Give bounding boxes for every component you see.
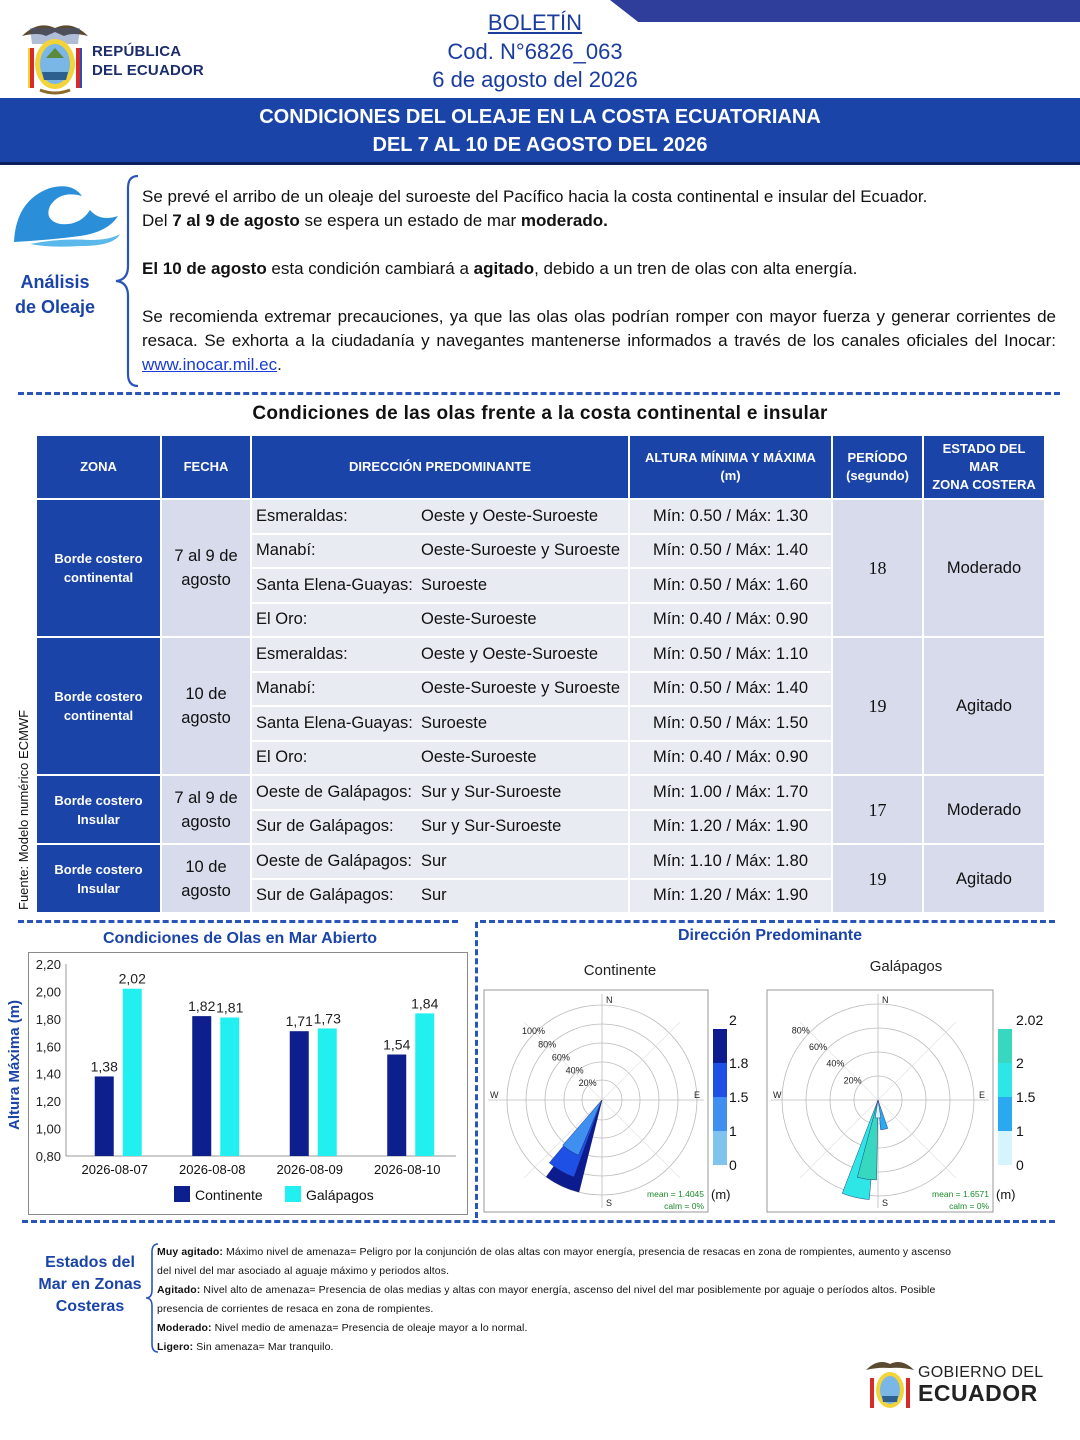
analysis-p1: Se prevé el arribo de un oleaje del suroeste del Pacífico hacia la costa continental e insular del Ecuador. xyxy=(142,187,928,206)
colorbar-unit: (m) xyxy=(711,1187,731,1202)
y-tick-label: 1,80 xyxy=(35,1011,61,1027)
rose-ring-label: 80% xyxy=(538,1039,557,1050)
rose-ring-label: 60% xyxy=(809,1042,828,1053)
banner-shadow xyxy=(0,162,1080,165)
bar-chart xyxy=(28,952,466,1213)
direction-value: Oeste-Suroeste y Suroeste xyxy=(421,679,621,698)
rose-colorbar xyxy=(711,1012,749,1202)
date-line-2: agosto xyxy=(181,571,231,589)
analysis-brace xyxy=(112,174,142,388)
banner-line-2: DEL 7 AL 10 DE AGOSTO DEL 2026 xyxy=(372,134,708,156)
direction-cell xyxy=(252,742,628,777)
height-cell: Mín: 0.50 / Máx: 1.30 xyxy=(630,500,831,535)
header-decoration xyxy=(610,0,1080,22)
bar-value-label: 1,81 xyxy=(216,999,244,1016)
rose-calm: calm = 0% xyxy=(664,1201,704,1211)
zone-line-2: continental xyxy=(63,570,134,585)
height-cell: Mín: 1.10 / Máx: 1.80 xyxy=(630,845,831,880)
direction-value: Oeste y Oeste-Suroeste xyxy=(421,644,598,663)
place-name: Esmeraldas: xyxy=(256,644,348,663)
place-name: Manabí: xyxy=(256,541,316,560)
col-periodo: PERÍODO (segundo) xyxy=(833,436,922,500)
country-line-1: REPÚBLICA xyxy=(92,43,182,60)
direction-value: Oeste-Suroeste y Suroeste xyxy=(421,541,621,560)
sea-state-legend xyxy=(157,1243,1053,1357)
rose-ring-label: 20% xyxy=(843,1075,862,1086)
direction-value: Oeste-Suroeste xyxy=(421,748,537,767)
wave-table xyxy=(35,436,1046,914)
colorbar-tick: 1.5 xyxy=(1016,1089,1036,1105)
period-cell: 19 xyxy=(833,638,922,776)
legend-agitado: Agitado: Nivel alto de amenaza= Presencia de olas medias y altas con mayor energía, ascenso del nivel del mar posiblemente por aguaje o períodos altos. Posible xyxy=(157,1284,936,1296)
direction-cell xyxy=(252,535,628,570)
legend-ligero: Ligero: Sin amenaza= Mar tranquilo. xyxy=(157,1341,334,1353)
rose-colorbar xyxy=(996,1012,1043,1202)
colorbar-segment xyxy=(713,1131,727,1165)
direction-cell xyxy=(252,880,628,915)
colorbar-tick: 2 xyxy=(729,1012,737,1028)
zone-line-2: Insular xyxy=(77,880,120,896)
x-tick-label: 2026-08-08 xyxy=(179,1162,246,1177)
legend-swatch xyxy=(285,1186,301,1202)
direction-cell xyxy=(252,776,628,811)
compass-e: E xyxy=(694,1090,701,1100)
table-body xyxy=(37,500,1044,914)
period-cell: 17 xyxy=(833,776,922,845)
rose-mean: mean = 1.6571 xyxy=(932,1189,989,1199)
table-row xyxy=(37,500,1044,535)
height-cell: Mín: 1.20 / Máx: 1.90 xyxy=(630,880,831,915)
divider-2a xyxy=(18,920,458,923)
bar-value-label: 1,84 xyxy=(411,995,439,1012)
bar xyxy=(220,1017,239,1156)
legend-label-line-3: Costeras xyxy=(55,1298,125,1315)
source-label: Fuente: Modelo numérico ECMWF xyxy=(16,709,31,910)
y-tick-label: 2,20 xyxy=(35,957,61,972)
rose-ring-label: 80% xyxy=(791,1025,810,1036)
direction-value: Sur y Sur-Suroeste xyxy=(421,782,562,801)
compass-e: E xyxy=(979,1090,986,1100)
col-direccion: DIRECCIÓN PREDOMINANTE xyxy=(252,436,628,500)
compass-s: S xyxy=(606,1198,613,1208)
x-tick-label: 2026-08-10 xyxy=(374,1162,441,1177)
legend-swatch xyxy=(174,1186,190,1202)
direction-value: Sur xyxy=(421,886,447,905)
col-fecha: FECHA xyxy=(162,436,250,500)
analysis-p4: Se recomienda extremar precauciones, ya que las olas olas podrían romper con mayor fuerza y generar corrientes de resaca. Se exhorta a la ciudadanía y navegantes mantenerse informados a través de los canales oficiales del Inocar: www.inocar.mil.ec. xyxy=(142,307,1056,374)
table-title: Condiciones de las olas frente a la costa continental e insular xyxy=(252,403,828,424)
bar xyxy=(123,989,142,1156)
date-line-1: 7 al 9 de xyxy=(174,788,238,807)
rose-chart-title: Dirección Predominante xyxy=(677,927,863,944)
col-estado: ESTADO DEL MAR ZONA COSTERA xyxy=(924,436,1044,500)
date-cell xyxy=(162,638,250,776)
legend-label-line-2: Mar en Zonas xyxy=(38,1276,142,1293)
rose-panel xyxy=(484,990,708,1212)
bulletin-date: 6 de agosto del 2026 xyxy=(432,67,638,92)
rose-ring-label: 40% xyxy=(565,1065,584,1076)
compass-w: W xyxy=(773,1090,782,1100)
analysis-label-line-1: Análisis xyxy=(20,272,90,292)
rose-ring-label: 100% xyxy=(521,1026,545,1037)
date-cell xyxy=(162,776,250,845)
colorbar-tick: 2.02 xyxy=(1016,1012,1044,1028)
banner-line-1: CONDICIONES DEL OLEAJE EN LA COSTA ECUATORIANA xyxy=(259,106,821,128)
colorbar-segment xyxy=(998,1029,1012,1063)
legend-label-line-1: Estados del xyxy=(45,1254,135,1271)
bar xyxy=(415,1013,434,1156)
place-name: Santa Elena-Guayas: xyxy=(256,575,413,594)
analysis-label-line-2: de Oleaje xyxy=(14,297,96,317)
place-name: Santa Elena-Guayas: xyxy=(256,713,413,732)
date-line-1: 10 de xyxy=(185,857,227,876)
colorbar-segment xyxy=(998,1131,1012,1165)
wave-icon xyxy=(10,180,122,248)
bar-value-label: 2,02 xyxy=(118,970,146,987)
y-tick-label: 1,40 xyxy=(35,1066,61,1082)
zone-cell xyxy=(37,638,160,776)
table-row xyxy=(37,638,1044,673)
gov-coat-of-arms-icon xyxy=(864,1354,916,1414)
rose-calm: calm = 0% xyxy=(949,1201,989,1211)
country-name xyxy=(92,42,204,80)
bar-value-label: 1,73 xyxy=(313,1010,341,1027)
table-row xyxy=(37,776,1044,811)
state-cell: Agitado xyxy=(924,638,1044,776)
zone-cell xyxy=(37,845,160,914)
country-line-2: DEL ECUADOR xyxy=(92,62,204,79)
direction-cell xyxy=(252,811,628,846)
bar xyxy=(192,1016,211,1156)
bar-value-label: 1,82 xyxy=(188,998,216,1015)
direction-cell xyxy=(252,569,628,604)
date-line-1: 7 al 9 de xyxy=(174,547,238,565)
table-header-row xyxy=(37,436,1044,500)
period-cell: 18 xyxy=(833,500,922,638)
colorbar-tick: 1.5 xyxy=(729,1089,749,1105)
bar-value-label: 1,71 xyxy=(285,1013,313,1030)
date-line-2: agosto xyxy=(181,709,231,727)
zone-line-1: Borde costero xyxy=(54,551,143,566)
table-row xyxy=(37,845,1044,880)
rose-panel xyxy=(767,990,993,1212)
height-cell: Mín: 0.40 / Máx: 0.90 xyxy=(630,742,831,777)
legend-muy-agitado-2: del nivel del mar asociado al aguaje máximo y periodos altos. xyxy=(157,1265,450,1277)
compass-n: N xyxy=(882,995,889,1005)
place-name: Sur de Galápagos: xyxy=(256,886,394,905)
divider-3 xyxy=(22,1220,1055,1223)
colorbar-tick: 0 xyxy=(729,1157,737,1173)
rose-title-galapagos: Galápagos xyxy=(869,958,943,975)
y-tick-label: 1,00 xyxy=(35,1121,61,1137)
divider-2b xyxy=(480,920,1055,923)
direction-value: Oeste-Suroeste xyxy=(421,610,537,629)
bar xyxy=(387,1055,406,1156)
analysis-text xyxy=(142,185,1056,377)
colorbar-segment xyxy=(998,1063,1012,1097)
place-name: Esmeraldas: xyxy=(256,506,348,525)
place-name: Oeste de Galápagos: xyxy=(256,851,412,870)
date-cell xyxy=(162,845,250,914)
bulletin-code: Cod. N°6826_063 xyxy=(447,39,623,64)
rose-frame xyxy=(484,990,708,1212)
height-cell: Mín: 0.40 / Máx: 0.90 xyxy=(630,604,831,639)
y-tick-label: 2,00 xyxy=(35,984,61,1000)
colorbar-tick: 1 xyxy=(729,1123,737,1139)
direction-value: Suroeste xyxy=(421,713,488,732)
state-cell: Moderado xyxy=(924,500,1044,638)
direction-value: Sur xyxy=(421,851,447,870)
compass-n: N xyxy=(606,995,613,1005)
bar-chart-title: Condiciones de Olas en Mar Abierto xyxy=(102,930,378,947)
colorbar-tick: 2 xyxy=(1016,1055,1024,1071)
title-banner xyxy=(0,98,1080,162)
colorbar-tick: 0 xyxy=(1016,1157,1024,1173)
height-cell: Mín: 0.50 / Máx: 1.40 xyxy=(630,673,831,708)
bar xyxy=(95,1076,114,1156)
rose-ring-label: 40% xyxy=(826,1058,845,1069)
rose-ring-label: 60% xyxy=(551,1052,570,1063)
y-tick-label: 1,20 xyxy=(35,1094,61,1110)
rose-ring-label: 20% xyxy=(578,1078,597,1089)
place-name: El Oro: xyxy=(256,610,308,629)
rose-title-continente: Continente xyxy=(583,962,657,979)
colorbar-segment xyxy=(713,1029,727,1063)
zone-cell xyxy=(37,500,160,638)
height-cell: Mín: 1.20 / Máx: 1.90 xyxy=(630,811,831,846)
zone-line-1: Borde costero xyxy=(54,792,143,808)
height-cell: Mín: 0.50 / Máx: 1.60 xyxy=(630,569,831,604)
height-cell: Mín: 1.00 / Máx: 1.70 xyxy=(630,776,831,811)
gov-line-2: ECUADOR xyxy=(918,1380,1038,1406)
y-tick-label: 0,80 xyxy=(35,1149,61,1164)
direction-value: Oeste y Oeste-Suroeste xyxy=(421,506,598,525)
rose-mean: mean = 1.4045 xyxy=(647,1189,704,1199)
legend-label: Galápagos xyxy=(306,1187,374,1203)
bar xyxy=(318,1028,337,1156)
date-line-2: agosto xyxy=(181,812,231,831)
analysis-p3: El 10 de agosto esta condición cambiará a agitado, debido a un tren de olas con alta energía. xyxy=(142,259,858,278)
zone-line-2: Insular xyxy=(77,811,120,827)
height-cell: Mín: 0.50 / Máx: 1.50 xyxy=(630,707,831,742)
analysis-label xyxy=(0,270,110,320)
direction-cell xyxy=(252,500,628,535)
place-name: Manabí: xyxy=(256,679,316,698)
analysis-p2: Del 7 al 9 de agosto se espera un estado de mar moderado. xyxy=(142,211,608,230)
bar-value-label: 1,54 xyxy=(383,1036,411,1053)
colorbar-unit: (m) xyxy=(996,1187,1016,1202)
legend-agitado-2: presencia de corrientes de resaca en zona de rompientes. xyxy=(157,1303,434,1315)
place-name: El Oro: xyxy=(256,748,308,767)
coat-of-arms-icon xyxy=(20,14,90,96)
direction-cell xyxy=(252,604,628,639)
place-name: Sur de Galápagos: xyxy=(256,817,394,836)
bar-chart-ylabel: Altura Máxima (m) xyxy=(6,999,23,1130)
direction-cell xyxy=(252,707,628,742)
period-cell: 19 xyxy=(833,845,922,914)
rose-charts xyxy=(480,985,1060,1220)
zone-line-1: Borde costero xyxy=(54,689,143,704)
colorbar-tick: 1 xyxy=(1016,1123,1024,1139)
legend-moderado: Moderado: Nivel medio de amenaza= Presencia de oleaje mayor a lo normal. xyxy=(157,1322,528,1334)
direction-cell xyxy=(252,638,628,673)
date-line-1: 10 de xyxy=(185,685,227,703)
x-tick-label: 2026-08-09 xyxy=(276,1162,343,1177)
height-cell: Mín: 0.50 / Máx: 1.10 xyxy=(630,638,831,673)
compass-s: S xyxy=(882,1198,889,1208)
state-cell: Moderado xyxy=(924,776,1044,845)
direction-value: Suroeste xyxy=(421,575,488,594)
compass-w: W xyxy=(490,1090,499,1100)
col-zona: ZONA xyxy=(37,436,160,500)
colorbar-segment xyxy=(713,1063,727,1097)
zone-line-2: continental xyxy=(63,708,134,723)
colorbar-segment xyxy=(998,1097,1012,1131)
zone-cell xyxy=(37,776,160,845)
date-cell xyxy=(162,500,250,638)
colorbar-segment xyxy=(713,1097,727,1131)
direction-cell xyxy=(252,845,628,880)
height-cell: Mín: 0.50 / Máx: 1.40 xyxy=(630,535,831,570)
bulletin-label: BOLETÍN xyxy=(487,10,583,35)
legend-label xyxy=(30,1252,150,1318)
gov-line-1: GOBIERNO DEL xyxy=(918,1364,1044,1381)
inocar-link[interactable]: www.inocar.mil.ec xyxy=(142,355,278,374)
direction-cell xyxy=(252,673,628,708)
zone-line-1: Borde costero xyxy=(54,861,143,877)
bar xyxy=(290,1031,309,1156)
legend-label: Continente xyxy=(195,1187,263,1203)
x-tick-label: 2026-08-07 xyxy=(81,1162,148,1177)
y-tick-label: 1,60 xyxy=(35,1039,61,1055)
divider-1 xyxy=(18,392,1060,395)
direction-value: Sur y Sur-Suroeste xyxy=(421,817,562,836)
col-altura: ALTURA MÍNIMA Y MÁXIMA (m) xyxy=(630,436,831,500)
colorbar-tick: 1.8 xyxy=(729,1055,749,1071)
date-line-2: agosto xyxy=(181,881,231,900)
bar-value-label: 1,38 xyxy=(90,1058,118,1075)
state-cell: Agitado xyxy=(924,845,1044,914)
legend-muy-agitado: Muy agitado: Máximo nivel de amenaza= Peligro por la conjunción de olas altas con mayor energía, presencia de resacas en zona de rompientes, aumento y ascenso xyxy=(157,1246,952,1258)
place-name: Oeste de Galápagos: xyxy=(256,782,412,801)
divider-vertical xyxy=(475,922,478,1218)
